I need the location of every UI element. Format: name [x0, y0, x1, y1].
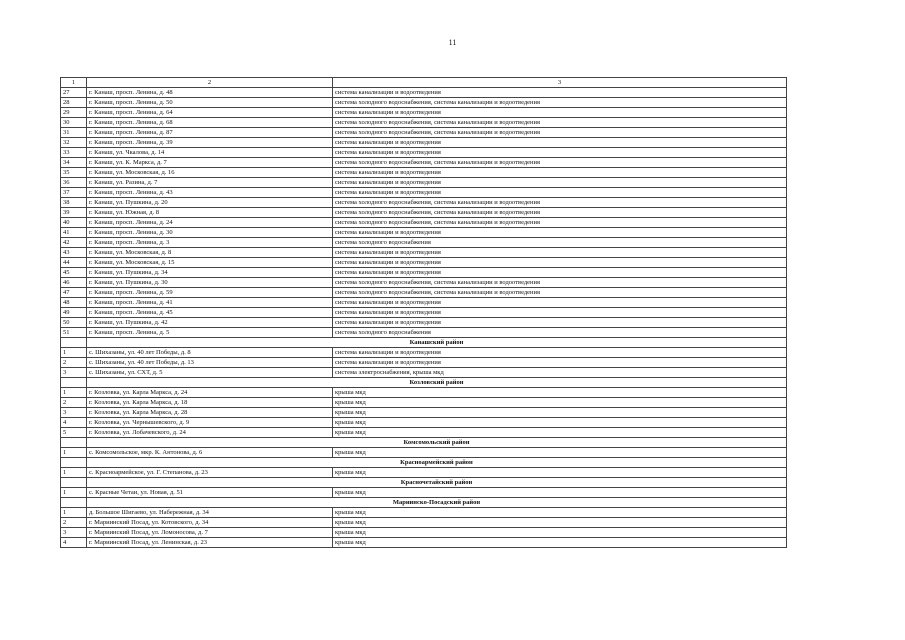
column-header-address: 2 [87, 78, 333, 88]
table-row [61, 258, 787, 268]
row-number: 32 [61, 138, 87, 148]
row-number: 1 [61, 448, 87, 458]
column-header-works: 3 [333, 78, 787, 88]
address-cell: г. Канаш, просп. Ленина, д. 68 [87, 118, 333, 128]
works-cell: система холодного водоснабжения, система канализации и водоотведения [333, 98, 787, 108]
address-cell: г. Канаш, ул. Южная, д. 8 [87, 208, 333, 218]
address-cell: д. Большое Шигаево, ул. Набережная, д. 34 [87, 508, 333, 518]
table-row [61, 198, 787, 208]
table-row [61, 228, 787, 238]
address-cell: г. Козловка, ул. Карла Маркса, д. 28 [87, 408, 333, 418]
works-cell: система холодного водоснабжения, система канализации и водоотведения [333, 158, 787, 168]
row-number: 2 [61, 518, 87, 528]
row-number: 37 [61, 188, 87, 198]
address-cell: г. Канаш, просп. Ленина, д. 87 [87, 128, 333, 138]
address-cell: г. Канаш, просп. Ленина, д. 3 [87, 238, 333, 248]
row-number: 44 [61, 258, 87, 268]
works-cell: система электроснабжения, крыша мкд [333, 368, 787, 378]
district-section-row [61, 478, 787, 488]
table-row [61, 88, 787, 98]
section-blank-cell [61, 478, 87, 488]
table-row [61, 118, 787, 128]
section-blank-cell [61, 458, 87, 468]
table-row [61, 408, 787, 418]
table-row [61, 368, 787, 378]
table-row [61, 448, 787, 458]
address-cell: г. Мариинский Посад, ул. Котовского, д. 34 [87, 518, 333, 528]
row-number: 4 [61, 418, 87, 428]
district-section-row [61, 338, 787, 348]
address-cell: г. Козловка, ул. Карла Маркса, д. 18 [87, 398, 333, 408]
table-row [61, 218, 787, 228]
address-cell: г. Канаш, просп. Ленина, д. 59 [87, 288, 333, 298]
works-cell: система канализации и водоотведения [333, 148, 787, 158]
works-cell: система канализации и водоотведения [333, 318, 787, 328]
works-cell: система канализации и водоотведения [333, 108, 787, 118]
address-cell: г. Канаш, просп. Ленина, д. 45 [87, 308, 333, 318]
works-cell: крыша мкд [333, 538, 787, 548]
address-cell: г. Канаш, просп. Ленина, д. 39 [87, 138, 333, 148]
row-number: 47 [61, 288, 87, 298]
table-body [61, 78, 787, 548]
works-cell: крыша мкд [333, 518, 787, 528]
works-cell: система холодного водоснабжения, система канализации и водоотведения [333, 128, 787, 138]
table-row [61, 468, 787, 478]
row-number: 2 [61, 398, 87, 408]
address-cell: г. Канаш, просп. Ленина, д. 48 [87, 88, 333, 98]
works-cell: система холодного водоснабжения, система канализации и водоотведения [333, 198, 787, 208]
table-row [61, 238, 787, 248]
table-row [61, 248, 787, 258]
row-number: 3 [61, 408, 87, 418]
row-number: 29 [61, 108, 87, 118]
row-number: 41 [61, 228, 87, 238]
row-number: 28 [61, 98, 87, 108]
row-number: 45 [61, 268, 87, 278]
table-row [61, 108, 787, 118]
works-cell: крыша мкд [333, 428, 787, 438]
works-cell: крыша мкд [333, 448, 787, 458]
address-cell: г. Мариинский Посад, ул. Ленинская, д. 23 [87, 538, 333, 548]
table-row [61, 538, 787, 548]
works-cell: система канализации и водоотведения [333, 178, 787, 188]
table-row [61, 148, 787, 158]
district-title: Комсомольский район [87, 438, 787, 448]
table-row [61, 188, 787, 198]
row-number: 30 [61, 118, 87, 128]
address-cell: г. Канаш, просп. Ленина, д. 43 [87, 188, 333, 198]
section-blank-cell [61, 498, 87, 508]
table-row [61, 98, 787, 108]
works-cell: крыша мкд [333, 528, 787, 538]
row-number: 3 [61, 368, 87, 378]
table-row [61, 128, 787, 138]
address-cell: г. Канаш, просп. Ленина, д. 41 [87, 298, 333, 308]
table-row [61, 428, 787, 438]
address-cell: г. Канаш, ул. К. Маркса, д. 7 [87, 158, 333, 168]
address-cell: г. Канаш, ул. Пушкина, д. 20 [87, 198, 333, 208]
row-number: 46 [61, 278, 87, 288]
row-number: 48 [61, 298, 87, 308]
row-number: 4 [61, 538, 87, 548]
table-row [61, 298, 787, 308]
row-number: 5 [61, 428, 87, 438]
table-row [61, 208, 787, 218]
district-title: Мариинско-Посадский район [87, 498, 787, 508]
table-header-row [61, 78, 787, 88]
address-cell: г. Канаш, ул. Пушкина, д. 34 [87, 268, 333, 278]
table-row [61, 488, 787, 498]
address-cell: г. Канаш, просп. Ленина, д. 5 [87, 328, 333, 338]
works-cell: крыша мкд [333, 488, 787, 498]
table-row [61, 308, 787, 318]
row-number: 40 [61, 218, 87, 228]
address-cell: с. Шихазаны, ул. СХТ, д. 5 [87, 368, 333, 378]
table-row [61, 398, 787, 408]
table-row [61, 418, 787, 428]
address-cell: г. Мариинский Посад, ул. Ломоносова, д. 7 [87, 528, 333, 538]
works-cell: система холодного водоснабжения, система канализации и водоотведения [333, 278, 787, 288]
table-row [61, 388, 787, 398]
row-number: 34 [61, 158, 87, 168]
table-row [61, 358, 787, 368]
address-cell: г. Канаш, просп. Ленина, д. 24 [87, 218, 333, 228]
works-cell: система холодного водоснабжения, система канализации и водоотведения [333, 218, 787, 228]
row-number: 27 [61, 88, 87, 98]
works-cell: крыша мкд [333, 468, 787, 478]
works-cell: система канализации и водоотведения [333, 348, 787, 358]
address-cell: г. Канаш, просп. Ленина, д. 30 [87, 228, 333, 238]
row-number: 1 [61, 468, 87, 478]
row-number: 38 [61, 198, 87, 208]
row-number: 42 [61, 238, 87, 248]
table-row [61, 268, 787, 278]
address-cell: г. Канаш, ул. Московская, д. 16 [87, 168, 333, 178]
row-number: 2 [61, 358, 87, 368]
row-number: 1 [61, 508, 87, 518]
address-cell: с. Шихазаны, ул. 40 лет Победы, д. 8 [87, 348, 333, 358]
row-number: 36 [61, 178, 87, 188]
table-row [61, 168, 787, 178]
table-row [61, 318, 787, 328]
address-cell: с. Шихазаны, ул. 40 лет Победы, д. 13 [87, 358, 333, 368]
address-cell: г. Канаш, просп. Ленина, д. 50 [87, 98, 333, 108]
address-cell: г. Козловка, ул. Чернышевского, д. 9 [87, 418, 333, 428]
works-cell: система канализации и водоотведения [333, 268, 787, 278]
table-row [61, 138, 787, 148]
address-cell: с. Комсомольское, мкр. К. Антонова, д. 6 [87, 448, 333, 458]
works-cell: система холодного водоснабжения, система канализации и водоотведения [333, 118, 787, 128]
address-cell: г. Канаш, просп. Ленина, д. 64 [87, 108, 333, 118]
row-number: 31 [61, 128, 87, 138]
works-cell: система канализации и водоотведения [333, 258, 787, 268]
address-cell: г. Канаш, ул. Пушкина, д. 42 [87, 318, 333, 328]
works-cell: система канализации и водоотведения [333, 168, 787, 178]
table-row [61, 278, 787, 288]
section-blank-cell [61, 378, 87, 388]
row-number: 33 [61, 148, 87, 158]
table-row [61, 328, 787, 338]
district-section-row [61, 498, 787, 508]
address-cell: г. Канаш, ул. Чкалова, д. 14 [87, 148, 333, 158]
address-cell: г. Канаш, ул. Московская, д. 8 [87, 248, 333, 258]
table-row [61, 158, 787, 168]
table-row [61, 348, 787, 358]
works-cell: крыша мкд [333, 508, 787, 518]
address-cell: г. Канаш, ул. Пушкина, д. 30 [87, 278, 333, 288]
works-cell: система канализации и водоотведения [333, 188, 787, 198]
address-cell: с. Красноармейское, ул. Г. Степанова, д. 23 [87, 468, 333, 478]
works-cell: крыша мкд [333, 418, 787, 428]
works-cell: система канализации и водоотведения [333, 88, 787, 98]
address-cell: г. Канаш, ул. Разина, д. 7 [87, 178, 333, 188]
district-title: Козловский район [87, 378, 787, 388]
address-cell: г. Канаш, ул. Московская, д. 15 [87, 258, 333, 268]
table-row [61, 288, 787, 298]
works-cell: система канализации и водоотведения [333, 228, 787, 238]
table-row [61, 178, 787, 188]
table-row [61, 508, 787, 518]
row-number: 43 [61, 248, 87, 258]
works-cell: система канализации и водоотведения [333, 298, 787, 308]
row-number: 1 [61, 488, 87, 498]
works-cell: крыша мкд [333, 398, 787, 408]
district-section-row [61, 438, 787, 448]
works-cell: система канализации и водоотведения [333, 138, 787, 148]
column-header-number: 1 [61, 78, 87, 88]
row-number: 35 [61, 168, 87, 178]
section-blank-cell [61, 338, 87, 348]
works-cell: система холодного водоснабжения, система канализации и водоотведения [333, 288, 787, 298]
works-cell: система канализации и водоотведения [333, 358, 787, 368]
works-cell: крыша мкд [333, 388, 787, 398]
works-cell: система холодного водоснабжения [333, 328, 787, 338]
row-number: 39 [61, 208, 87, 218]
district-title: Красночетайский район [87, 478, 787, 488]
district-title: Канашский район [87, 338, 787, 348]
district-section-row [61, 458, 787, 468]
row-number: 50 [61, 318, 87, 328]
row-number: 3 [61, 528, 87, 538]
address-cell: г. Козловка, ул. Карла Маркса, д. 24 [87, 388, 333, 398]
works-cell: система холодного водоснабжения [333, 238, 787, 248]
section-blank-cell [61, 438, 87, 448]
works-cell: крыша мкд [333, 408, 787, 418]
row-number: 51 [61, 328, 87, 338]
table-row [61, 528, 787, 538]
district-title: Красноармейский район [87, 458, 787, 468]
district-section-row [61, 378, 787, 388]
row-number: 49 [61, 308, 87, 318]
address-cell: с. Красные Четаи, ул. Новая, д. 51 [87, 488, 333, 498]
page-number: 11 [448, 38, 457, 47]
works-cell: система канализации и водоотведения [333, 248, 787, 258]
address-cell: г. Козловка, ул. Лобачевского, д. 24 [87, 428, 333, 438]
row-number: 1 [61, 348, 87, 358]
works-registry-table [60, 77, 787, 548]
table-row [61, 518, 787, 528]
works-cell: система холодного водоснабжения, система канализации и водоотведения [333, 208, 787, 218]
row-number: 1 [61, 388, 87, 398]
works-cell: система канализации и водоотведения [333, 308, 787, 318]
